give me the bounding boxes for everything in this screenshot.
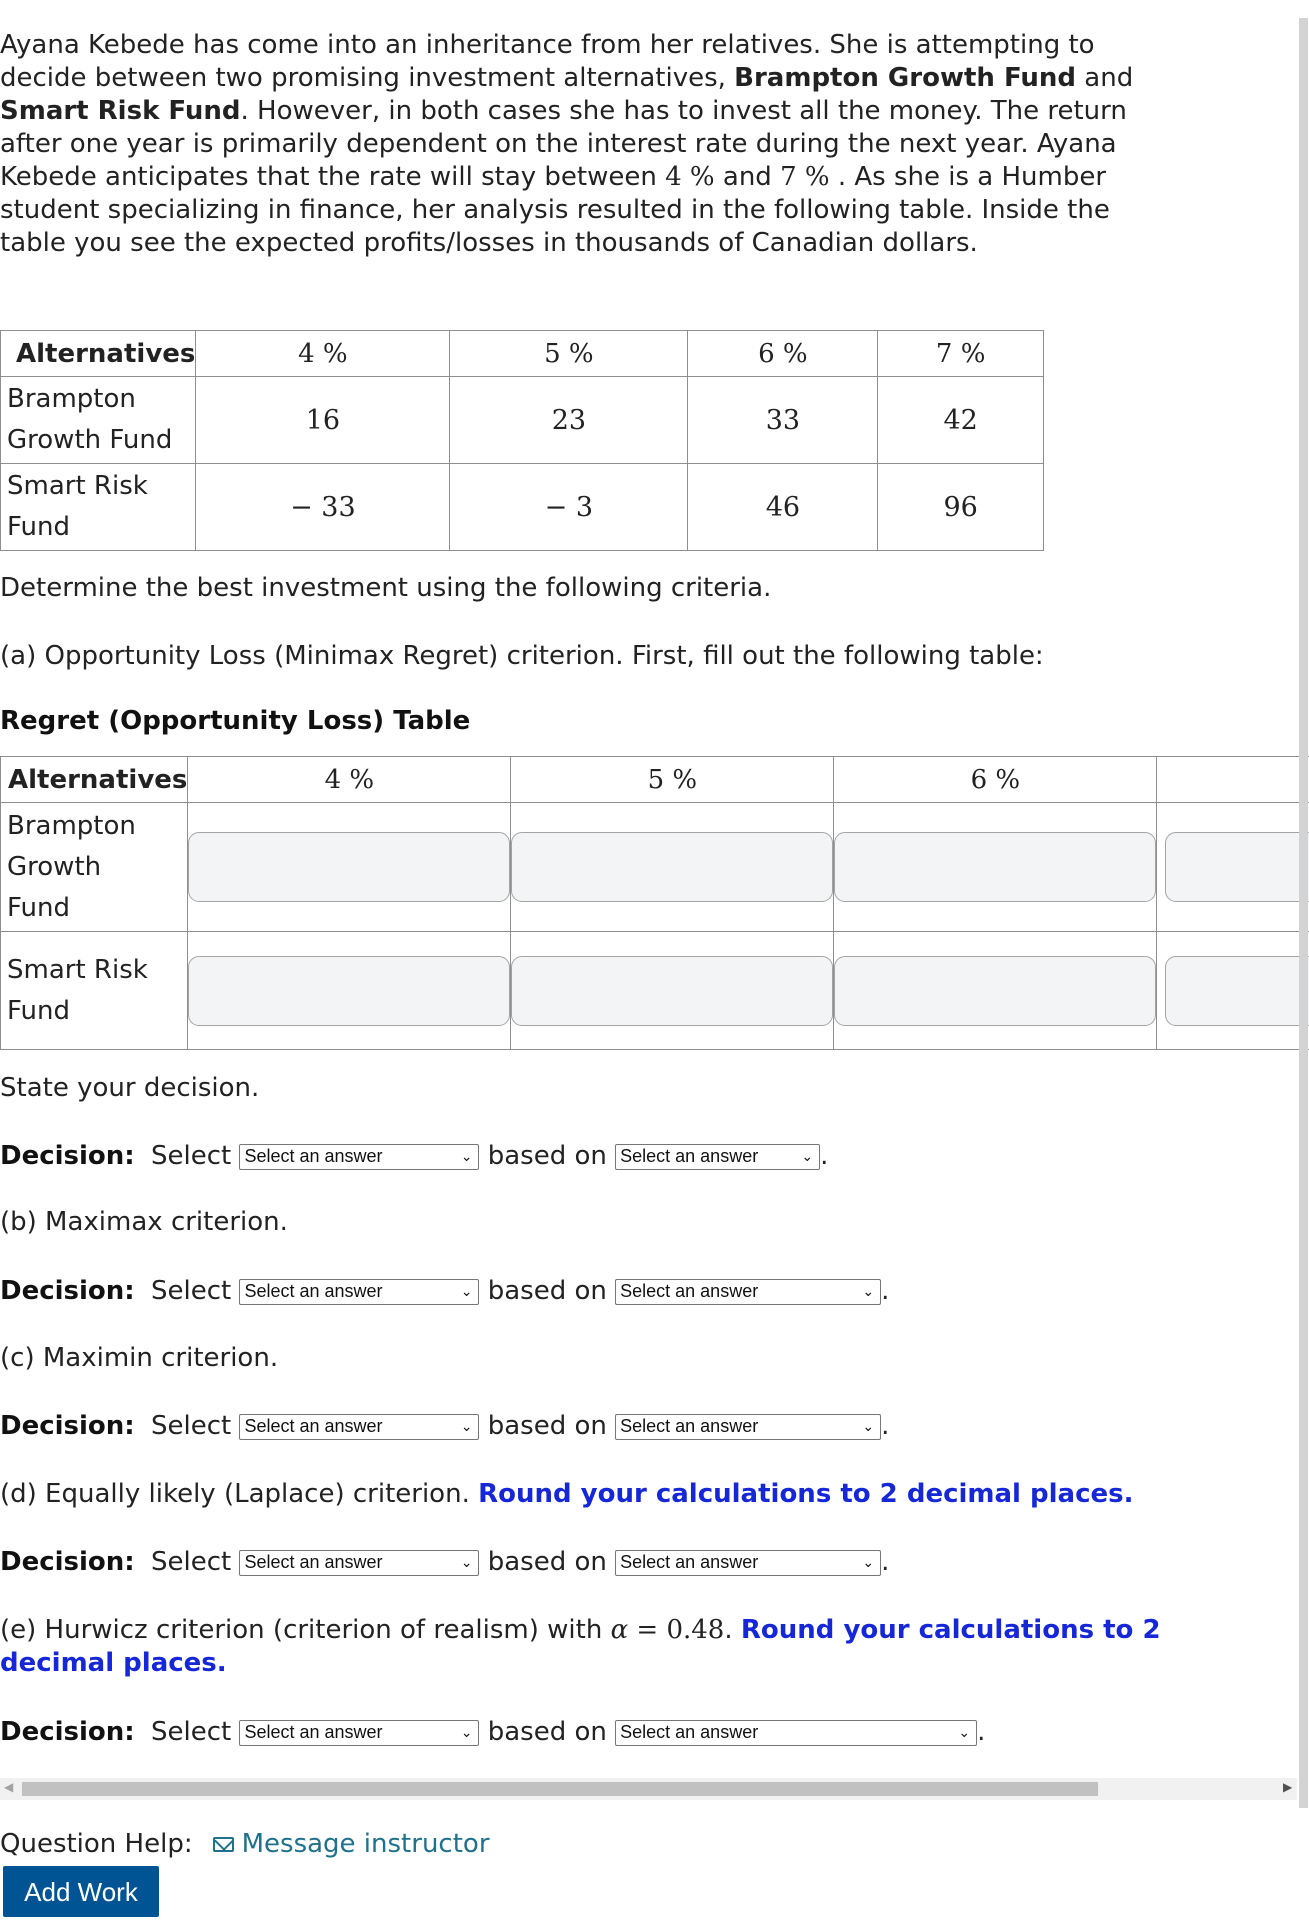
payoff-cell: 33 — [688, 377, 878, 464]
decision-label: Decision: — [0, 1141, 135, 1171]
part-e-text-2: decimal places. — [0, 1648, 227, 1678]
scroll-left-icon[interactable]: ◀ — [4, 1780, 14, 1794]
alpha-value: 0.48 — [666, 1615, 725, 1645]
chevron-down-icon: ⌄ — [460, 1723, 473, 1740]
regret-input-brampton-6[interactable] — [834, 832, 1156, 902]
payoff-cell: 23 — [450, 377, 688, 464]
horizontal-scrollbar-thumb[interactable] — [22, 1782, 1098, 1796]
part-e-rounding-note: Round your calculations to 2 — [740, 1615, 1161, 1645]
regret-input-smart-7[interactable] — [1165, 956, 1309, 1026]
table-row — [1, 377, 1044, 464]
decision-a-basis-select[interactable]: Select an answer ⌄ — [615, 1144, 820, 1170]
regret-header-5: 5 % — [511, 757, 834, 803]
table-row — [1, 464, 1044, 551]
decision-c-basis-select[interactable]: Select an answer ⌄ — [615, 1414, 881, 1440]
chevron-down-icon: ⌄ — [862, 1417, 875, 1434]
part-d-text: (d) Equally likely (Laplace) criterion. Round your calculations to 2 decimal places. — [0, 1479, 1134, 1509]
payoff-header-6: 6 % — [688, 331, 878, 377]
payoff-cell: 42 — [878, 377, 1044, 464]
chevron-down-icon: ⌄ — [862, 1553, 875, 1570]
message-instructor-link[interactable]: Message instructor — [241, 1829, 490, 1859]
row-label-brampton: Brampton Growth Fund — [1, 377, 196, 464]
payoff-header-7: 7 % — [878, 331, 1044, 377]
regret-header-4: 4 % — [188, 757, 511, 803]
part-a-text: (a) Opportunity Loss (Minimax Regret) criterion. First, fill out the following table: — [0, 641, 1044, 671]
part-b-text: (b) Maximax criterion. — [0, 1207, 288, 1237]
table-row — [1, 932, 1309, 1050]
decision-a-alternative-select[interactable]: Select an answer ⌄ — [239, 1144, 479, 1170]
part-e-text-1: (e) Hurwicz criterion (criterion of realism) with α = 0.48. Round your calculations to 2 — [0, 1615, 1161, 1645]
payoff-table — [0, 330, 1044, 551]
add-work-button[interactable]: Add Work — [3, 1866, 159, 1917]
decision-b: Decision: Select Select an answer ⌄ based on Select an answer ⌄ . — [0, 1276, 890, 1306]
intro-line-1: Ayana Kebede has come into an inheritance from her relatives. She is attempting to — [0, 30, 1095, 60]
intro-line-6: student specializing in finance, her analysis resulted in the following table. Inside the — [0, 195, 1110, 225]
table-row — [1, 803, 1309, 932]
payoff-cell: 16 — [196, 377, 450, 464]
row-label-smart-risk: Smart Risk Fund — [1, 464, 196, 551]
decision-label: Decision: — [0, 1411, 135, 1441]
vertical-scrollbar[interactable] — [1299, 18, 1308, 1808]
chevron-down-icon: ⌄ — [862, 1282, 875, 1299]
decision-label: Decision: — [0, 1717, 135, 1747]
rate-low: 4 % — [665, 162, 715, 192]
intro-line-4: after one year is primarily dependent on the interest rate during the next year. Ayana — [0, 129, 1117, 159]
chevron-down-icon: ⌄ — [460, 1553, 473, 1570]
fund-name-2: Smart Risk Fund — [0, 96, 241, 126]
envelope-icon — [213, 1837, 234, 1852]
intro-line-3: Smart Risk Fund. However, in both cases she has to invest all the money. The return — [0, 96, 1127, 126]
intro-line-7: table you see the expected profits/losses in thousands of Canadian dollars. — [0, 228, 978, 258]
regret-input-brampton-4[interactable] — [188, 832, 510, 902]
chevron-down-icon: ⌄ — [801, 1147, 814, 1164]
decision-e-basis-select[interactable]: Select an answer ⌄ — [615, 1720, 977, 1746]
decision-b-alternative-select[interactable]: Select an answer ⌄ — [239, 1279, 479, 1305]
chevron-down-icon: ⌄ — [460, 1147, 473, 1164]
regret-input-brampton-7[interactable] — [1165, 832, 1309, 902]
regret-row-label-brampton: Brampton Growth Fund — [1, 803, 188, 932]
payoff-cell: − 33 — [196, 464, 450, 551]
payoff-header-alternatives: Alternatives — [1, 331, 196, 377]
chevron-down-icon: ⌄ — [460, 1282, 473, 1299]
regret-header-6: 6 % — [834, 757, 1157, 803]
payoff-cell: 96 — [878, 464, 1044, 551]
decision-a: Decision: Select Select an answer ⌄ based on Select an answer ⌄ . — [0, 1141, 829, 1171]
intro-line-5: Kebede anticipates that the rate will stay between 4 % and 7 % . As she is a Humber — [0, 162, 1107, 192]
part-d-rounding-note: Round your calculations to 2 decimal places. — [478, 1479, 1134, 1509]
decision-d-basis-select[interactable]: Select an answer ⌄ — [615, 1550, 881, 1576]
decision-label: Decision: — [0, 1547, 135, 1577]
decision-c: Decision: Select Select an answer ⌄ based on Select an answer ⌄ . — [0, 1411, 890, 1441]
chevron-down-icon: ⌄ — [460, 1417, 473, 1434]
payoff-cell: − 3 — [450, 464, 688, 551]
fund-name-1: Brampton Growth Fund — [734, 63, 1077, 93]
decision-d-alternative-select[interactable]: Select an answer ⌄ — [239, 1550, 479, 1576]
part-c-text: (c) Maximin criterion. — [0, 1343, 279, 1373]
rate-high: 7 % — [780, 162, 830, 192]
regret-input-smart-6[interactable] — [834, 956, 1156, 1026]
regret-row-label-smart-risk: Smart Risk Fund — [1, 932, 188, 1050]
chevron-down-icon: ⌄ — [958, 1723, 971, 1740]
payoff-header-5: 5 % — [450, 331, 688, 377]
decision-e: Decision: Select Select an answer ⌄ based on Select an answer ⌄ . — [0, 1717, 986, 1747]
regret-header-alternatives: Alternatives — [1, 757, 188, 803]
determine-text: Determine the best investment using the following criteria. — [0, 573, 772, 603]
decision-label: Decision: — [0, 1276, 135, 1306]
decision-d: Decision: Select Select an answer ⌄ based on Select an answer ⌄ . — [0, 1547, 890, 1577]
regret-header-7 — [1157, 757, 1309, 803]
state-decision-text: State your decision. — [0, 1073, 260, 1103]
decision-c-alternative-select[interactable]: Select an answer ⌄ — [239, 1414, 479, 1440]
decision-b-basis-select[interactable]: Select an answer ⌄ — [615, 1279, 881, 1305]
regret-table — [0, 756, 1309, 1050]
decision-e-alternative-select[interactable]: Select an answer ⌄ — [239, 1720, 479, 1746]
payoff-header-4: 4 % — [196, 331, 450, 377]
regret-input-brampton-5[interactable] — [511, 832, 833, 902]
regret-input-smart-4[interactable] — [188, 956, 510, 1026]
scroll-right-icon[interactable]: ▶ — [1283, 1780, 1293, 1794]
question-help: Question Help: Message instructor — [0, 1829, 490, 1859]
regret-input-smart-5[interactable] — [511, 956, 833, 1026]
regret-table-heading: Regret (Opportunity Loss) Table — [0, 706, 471, 736]
payoff-cell: 46 — [688, 464, 878, 551]
intro-line-2: decide between two promising investment alternatives, Brampton Growth Fund and — [0, 63, 1134, 93]
